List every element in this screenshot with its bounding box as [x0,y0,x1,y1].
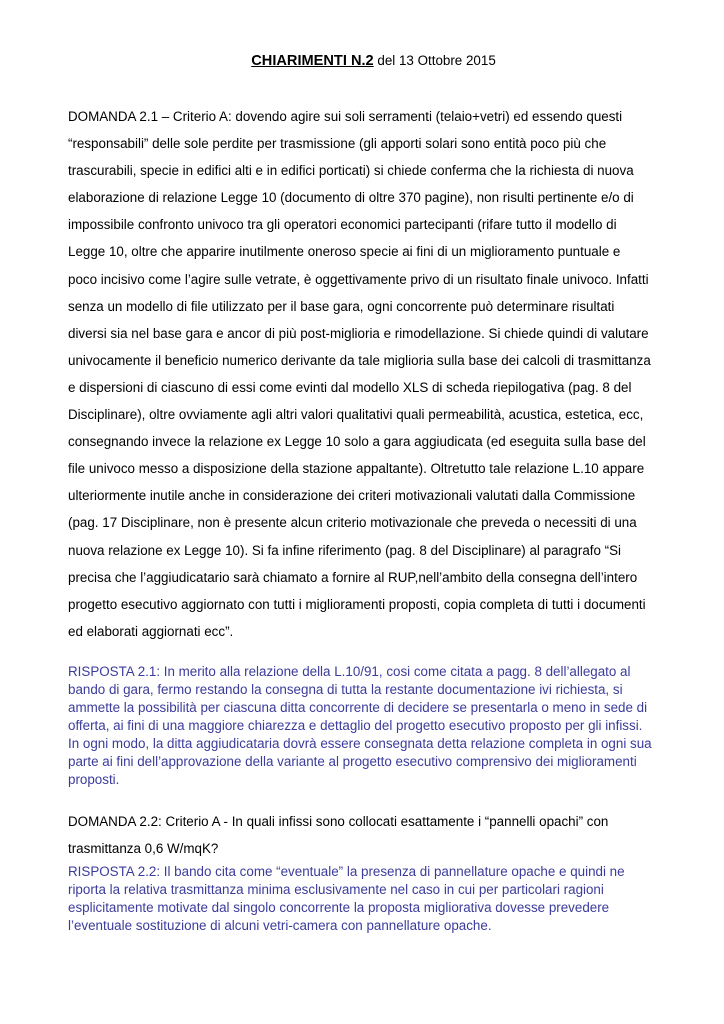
question-2-1: DOMANDA 2.1 – Criterio A: dovendo agire sui soli serramenti (telaio+vetri) ed essendo questi “responsabili” delle sole perdite per trasmissione (gli apporti solari sono entità poco più che trascurabili, specie in edifici alti e in edifici porticati) si chiede conferma che la richiesta di nuova elaborazione di relazione Legge 10 (documento di oltre 370 pagine), non risulti pertinente e/o di impossibile confronto univoco tra gli operatori economici partecipanti (rifare tutto il modello di Legge 10, oltre che apparire inutilmente oneroso specie ai fini di un miglioramento puntuale e poco incisivo come l’agire sulle vetrate, è oggettivamente privo di un risultato finale univoco. Infatti senza un modello di file utilizzato per il base gara, ogni concorrente può determinare risultati diversi sia nel base gara e ancor di più post-miglioria e rimodellazione. Si chiede quindi di valutare univocamente il beneficio numerico derivante da tale miglioria sulla base dei calcoli di trasmittanza e dispersioni di ciascuno di essi come evinti dal modello XLS di scheda riepilogativa (pag. 8 del Disciplinare), oltre ovviamente agli altri valori qualitativi quali permeabilità, acustica, estetica, ecc, consegnando invece la relazione ex Legge 10 solo a gara aggiudicata (ed eseguita sulla base del file univoco messo a disposizione della stazione appaltante). Oltretutto tale relazione L.10 appare ulteriormente inutile anche in considerazione dei criteri motivazionali valutati dalla Commissione (pag. 17 Disciplinare, non è presente alcun criterio motivazionale che preveda o necessiti di una nuova relazione ex Legge 10). Si fa infine riferimento (pag. 8 del Disciplinare) al paragrafo “Si precisa che l’aggiudicatario sarà chiamato a fornire al RUP,nell’ambito della consegna dell’intero progetto esecutivo aggiornato con tutti i miglioramenti proposti, copia completa di tutti i documenti ed elaborati aggiornati ecc”. [68,109,651,639]
answer-2-1: RISPOSTA 2.1: In merito alla relazione della L.10/91, cosi come citata a pagg. 8 dell’allegato al bando di gara, fermo restando la consegna di tutta la restante documentazione ivi richiesta, si ammette la possibilità per ciascuna ditta concorrente di decidere se presentarla o meno in sede di offerta, ai fini di una maggiore chiarezza e dettaglio del progetto esecutivo proposto per gli infissi. In ogni modo, la ditta aggiudicataria dovrà essere consegnata detta relazione completa in ogni sua parte ai fini dell’approvazione della variante al progetto esecutivo comprensivo dei miglioramenti proposti. [68,663,652,788]
question-2-2: DOMANDA 2.2: Criterio A - In quali infissi sono collocati esattamente i “pannelli opachi” con trasmittanza 0,6 W/mqK? [68,813,609,856]
document-page [68,52,653,935]
answer-2-2: RISPOSTA 2.2: Il bando cita come “eventuale” la presenza di pannellature opache e quindi ne riporta la relativa trasmittanza minima esclusivamente nel caso in cui per particolari ragioni esplicitamente motivate dal singolo concorrente la proposta migliorativa dovesse prevedere l’eventuale sostituzione di alcuni vetri-camera con pannellature opache. [68,863,625,933]
document-title: CHIARIMENTI N.2 [251,53,374,69]
document-header [68,52,653,70]
document-date: del 13 Ottobre 2015 [373,53,496,68]
